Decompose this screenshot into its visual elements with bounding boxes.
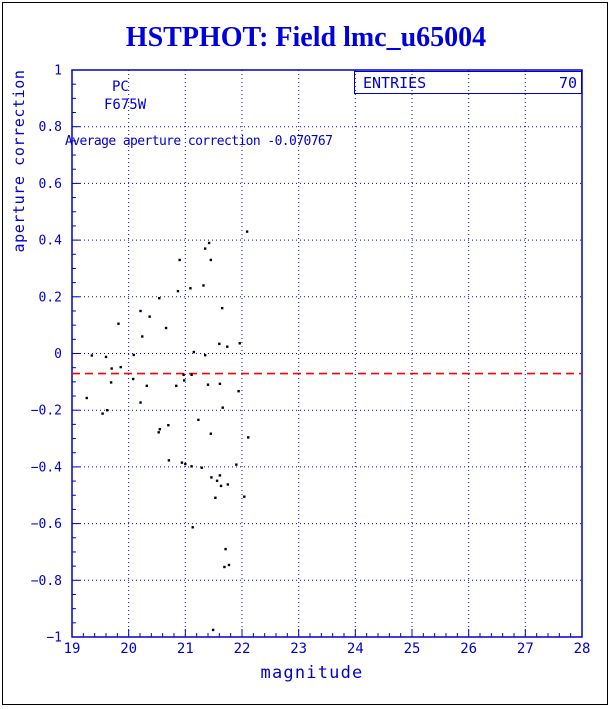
scatter-point — [183, 379, 185, 381]
scatter-point — [193, 351, 195, 353]
scatter-point — [139, 310, 141, 312]
y-tick-label: −0.8 — [30, 573, 62, 589]
x-tick-label: 25 — [403, 641, 421, 657]
y-tick-label: 0.8 — [38, 120, 62, 136]
scatter-point — [210, 433, 212, 435]
scatter-point — [133, 354, 135, 356]
scatter-point — [86, 397, 88, 399]
y-tick-label: 0 — [54, 347, 62, 362]
scatter-point — [175, 385, 177, 387]
page-title: HSTPHOT: Field lmc_u65004 — [125, 22, 487, 53]
scatter-point — [202, 284, 204, 286]
scatter-point — [159, 428, 161, 430]
scatter-point — [246, 230, 248, 232]
y-tick-label: −0.2 — [30, 403, 62, 419]
scatter-point — [168, 459, 170, 461]
scatter-point — [227, 483, 229, 485]
entries-value: 70 — [558, 74, 577, 92]
x-tick-label: 22 — [233, 641, 251, 657]
scatter-point — [204, 354, 206, 356]
scatter-point — [141, 335, 143, 337]
scatter-point — [110, 381, 112, 383]
y-tick-label: 1 — [54, 63, 62, 79]
scatter-point — [204, 247, 206, 249]
scatter-point — [235, 463, 237, 465]
y-tick-label: −0.6 — [30, 517, 62, 533]
scatter-point — [210, 259, 212, 261]
x-tick-label: 27 — [516, 641, 534, 657]
scatter-point — [210, 476, 212, 478]
scatter-point — [224, 548, 226, 550]
scatter-point — [208, 242, 210, 244]
scatter-point — [243, 495, 245, 497]
scatter-point — [190, 465, 192, 467]
scatter-point — [178, 259, 180, 261]
scatter-point — [219, 383, 221, 385]
average-correction-annotation: Average aperture correction -0.070767 — [65, 134, 333, 149]
scatter-point — [228, 564, 230, 566]
scatter-point — [220, 485, 222, 487]
x-axis-title: magnitude — [260, 663, 364, 683]
scatter-point — [201, 467, 203, 469]
scatter-point — [158, 297, 160, 299]
y-tick-label: −0.4 — [30, 460, 62, 476]
x-tick-label: 21 — [176, 641, 194, 657]
scatter-point — [158, 431, 160, 433]
scatter-point — [221, 307, 223, 309]
scatter-point — [190, 374, 192, 376]
scatter-point — [132, 378, 134, 380]
scatter-point — [214, 497, 216, 499]
scatter-point — [101, 412, 103, 414]
scatter-point — [239, 342, 241, 344]
scatter-point — [216, 480, 218, 482]
filter-label: F675W — [104, 97, 147, 113]
y-tick-label: 0.4 — [38, 233, 62, 249]
y-axis-title: aperture correction — [10, 69, 28, 253]
scatter-point — [120, 366, 122, 368]
scatter-point — [189, 287, 191, 289]
scatter-point — [106, 409, 108, 411]
scatter-point — [222, 406, 224, 408]
scatter-point — [219, 474, 221, 476]
x-tick-label: 24 — [346, 641, 364, 657]
scatter-point — [247, 436, 249, 438]
scatter-point — [218, 343, 220, 345]
y-tick-label: 0.2 — [38, 290, 62, 306]
scatter-point — [146, 385, 148, 387]
scatter-point — [110, 367, 112, 369]
scatter-point — [212, 629, 214, 631]
scatter-point — [197, 419, 199, 421]
scatter-point — [177, 290, 179, 292]
scatter-point — [148, 315, 150, 317]
scatter-point — [237, 390, 239, 392]
scatter-point — [182, 374, 184, 376]
scatter-point — [165, 327, 167, 329]
scatter-point — [181, 461, 183, 463]
scatter-point — [139, 401, 141, 403]
x-tick-label: 20 — [120, 641, 138, 657]
y-tick-label: −1 — [46, 630, 62, 646]
y-tick-label: 0.6 — [38, 176, 62, 192]
scatter-point — [192, 526, 194, 528]
x-tick-label: 26 — [460, 641, 478, 657]
entries-stats-box — [354, 71, 582, 94]
scatter-point — [207, 383, 209, 385]
x-tick-label: 23 — [290, 641, 308, 657]
scatter-point — [117, 323, 119, 325]
scatter-point — [167, 424, 169, 426]
scatter-point — [226, 345, 228, 347]
x-tick-label: 19 — [63, 641, 81, 657]
x-tick-label: 28 — [573, 641, 591, 657]
scatter-point — [91, 354, 93, 356]
scatter-point — [184, 463, 186, 465]
scatter-point — [105, 356, 107, 358]
entries-label: ENTRIES — [363, 74, 427, 92]
scatter-point — [223, 566, 225, 568]
camera-label: PC — [112, 79, 129, 95]
